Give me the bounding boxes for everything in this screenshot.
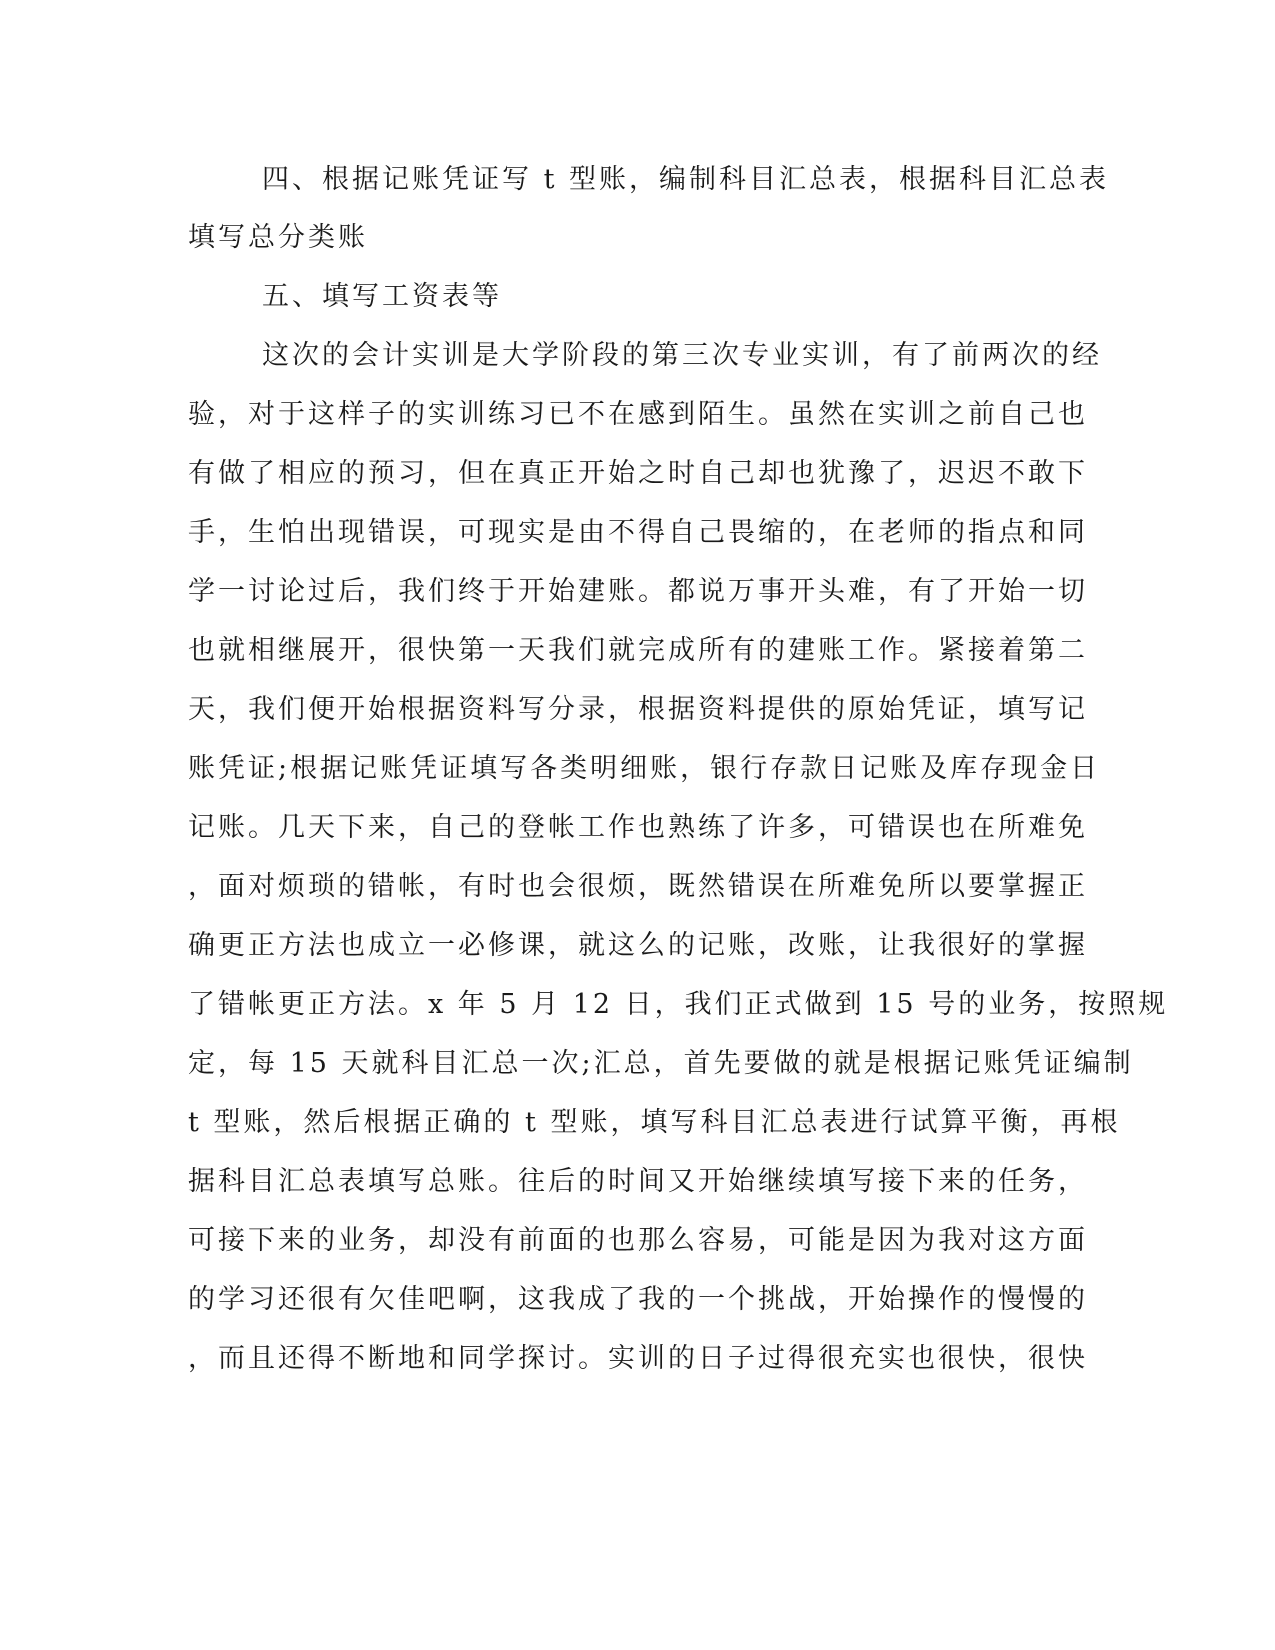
paragraph-3-line-7: 天，我们便开始根据资料写分录，根据资料提供的原始凭证，填写记 xyxy=(188,694,1088,725)
paragraph-3-line-16: 可接下来的业务，却没有前面的也那么容易，可能是因为我对这方面 xyxy=(188,1225,1088,1256)
paragraph-3-line-8: 账凭证;根据记账凭证填写各类明细账，银行存款日记账及库存现金日 xyxy=(188,753,1101,784)
paragraph-1-line-1: 四、根据记账凭证写 t 型账，编制科目汇总表，根据科目汇总表 xyxy=(262,164,1110,195)
paragraph-1-line-2: 填写总分类账 xyxy=(188,222,368,253)
paragraph-3-line-12: 了错帐更正方法。x 年 5 月 12 日，我们正式做到 15 号的业务，按照规 xyxy=(188,989,1169,1020)
paragraph-3-line-5: 学一讨论过后，我们终于开始建账。都说万事开头难，有了开始一切 xyxy=(188,576,1088,607)
paragraph-3-line-10: ，面对烦琐的错帐，有时也会很烦，既然错误在所难免所以要掌握正 xyxy=(188,871,1088,902)
paragraph-3-line-13: 定，每 15 天就科目汇总一次;汇总，首先要做的就是根据记账凭证编制 xyxy=(188,1048,1134,1079)
paragraph-3-line-15: 据科目汇总表填写总账。往后的时间又开始继续填写接下来的任务， xyxy=(188,1166,1088,1197)
paragraph-3-line-14: t 型账，然后根据正确的 t 型账，填写科目汇总表进行试算平衡，再根 xyxy=(188,1107,1121,1138)
paragraph-3-line-2: 验，对于这样子的实训练习已不在感到陌生。虽然在实训之前自己也 xyxy=(188,399,1088,430)
paragraph-2-line-1: 五、填写工资表等 xyxy=(262,281,502,312)
paragraph-3-line-3: 有做了相应的预习，但在真正开始之时自己却也犹豫了，迟迟不敢下 xyxy=(188,458,1088,489)
paragraph-3-line-11: 确更正方法也成立一必修课，就这么的记账，改账，让我很好的掌握 xyxy=(188,930,1088,961)
paragraph-3-line-4: 手，生怕出现错误，可现实是由不得自己畏缩的，在老师的指点和同 xyxy=(188,517,1088,548)
paragraph-3-line-9: 记账。几天下来，自己的登帐工作也熟练了许多，可错误也在所难免 xyxy=(188,812,1088,843)
paragraph-3-line-6: 也就相继展开，很快第一天我们就完成所有的建账工作。紧接着第二 xyxy=(188,635,1088,666)
paragraph-3-line-17: 的学习还很有欠佳吧啊，这我成了我的一个挑战，开始操作的慢慢的 xyxy=(188,1284,1088,1315)
paragraph-3-line-18: ，而且还得不断地和同学探讨。实训的日子过得很充实也很快，很快 xyxy=(188,1343,1088,1374)
paragraph-3-line-1: 这次的会计实训是大学阶段的第三次专业实训，有了前两次的经 xyxy=(262,340,1102,371)
